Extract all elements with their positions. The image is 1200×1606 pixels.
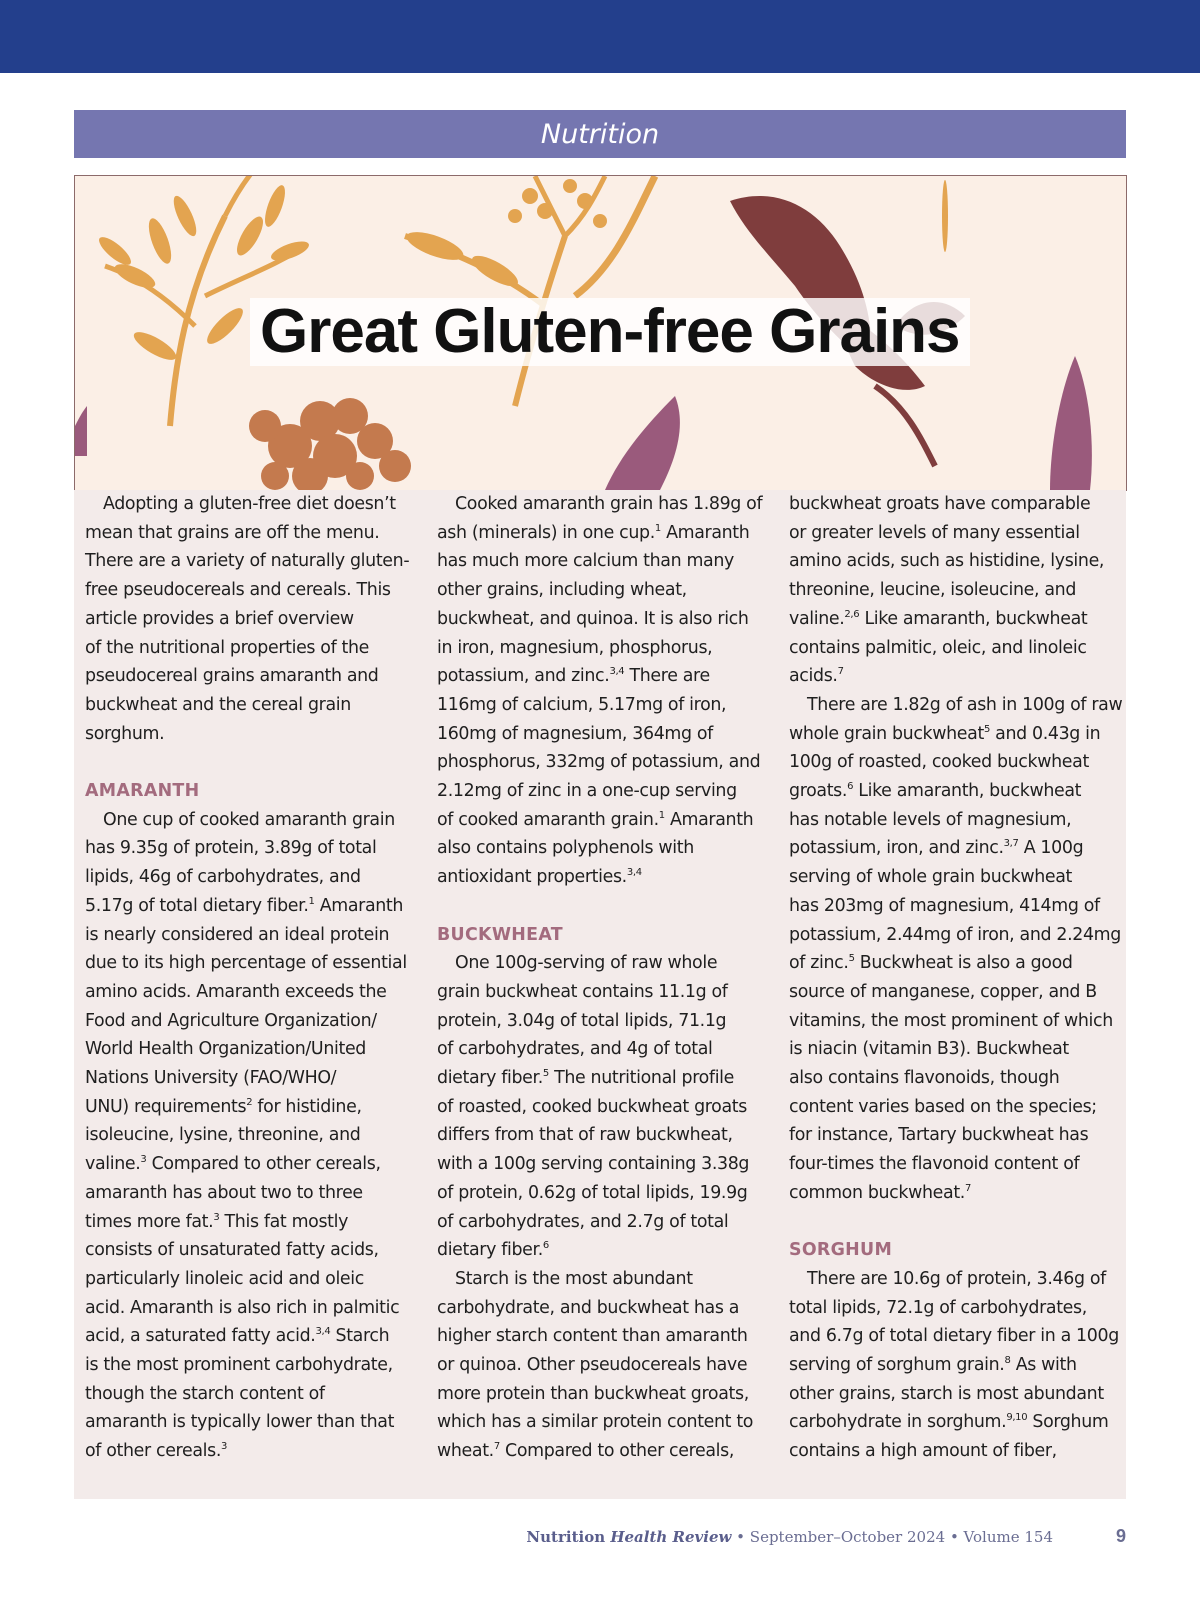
section-title: Nutrition (540, 118, 660, 150)
citation-superscript: 5 (983, 723, 990, 735)
text-line: antioxidant properties.$^{3,4}$ (437, 867, 642, 888)
paragraph (789, 490, 1119, 691)
citation-superscript: 2,6 (844, 608, 860, 620)
text-column-3 (789, 490, 1123, 1466)
text-line: though the starch content of (85, 1383, 325, 1404)
text-line: sorghum. (85, 723, 165, 744)
text-line: total lipids, 72.1g of carbohydrates, (789, 1297, 1087, 1318)
text-line: for instance, Tartary buckwheat has (789, 1125, 1089, 1146)
text-line: of roasted, cooked buckwheat groats (437, 1096, 747, 1117)
text-line: grain buckwheat contains 11.1g of (437, 981, 728, 1002)
text-line: source of manganese, copper, and B (789, 981, 1097, 1002)
hero-illustration (74, 175, 1127, 491)
text-line: mean that grains are off the menu. (85, 522, 380, 543)
paragraph (437, 490, 767, 892)
section-heading: BUCKWHEAT (437, 924, 563, 945)
text-line: pseudocereal grains amaranth and (85, 666, 379, 687)
text-line: which has a similar protein content to (437, 1412, 754, 1433)
article-body (74, 490, 1126, 1499)
citation-superscript: 7 (837, 666, 844, 678)
text-line: potassium, and zinc.$^{3,4}$ There are (437, 666, 710, 687)
text-line: buckwheat and the cereal grain (85, 694, 351, 715)
text-line: also contains flavonoids, though (789, 1068, 1060, 1089)
publication-name: Nutrition (526, 1528, 611, 1546)
text-line: has notable levels of magnesium, (789, 809, 1072, 830)
text-line: amino acids, such as histidine, lysine, (789, 551, 1105, 572)
article-title: Great Gluten-free Grains (250, 298, 970, 366)
text-line: also contains polyphenols with (437, 838, 694, 859)
citation-superscript: 3 (213, 1211, 220, 1223)
text-line: Food and Agriculture Organization/ (85, 1010, 377, 1031)
text-line: article provides a brief overview (85, 608, 354, 629)
paragraph (85, 806, 415, 1466)
text-line: acids.$^7$ (789, 666, 844, 687)
text-line: 5.17g of total dietary fiber.$^1$ Amaranth (85, 895, 404, 916)
text-line: is niacin (vitamin B3). Buckwheat (789, 1039, 1069, 1060)
text-line: free pseudocereals and cereals. This (85, 580, 391, 601)
text-line: has much more calcium than many (437, 551, 734, 572)
text-line: higher starch content than amaranth (437, 1326, 748, 1347)
top-color-bar (0, 0, 1200, 73)
text-line: carbohydrate in sorghum.$^{9,10}$ Sorghum (789, 1412, 1109, 1433)
citation-superscript: 8 (1004, 1355, 1011, 1367)
citation-superscript: 6 (847, 781, 854, 793)
citation-superscript: 3 (221, 1441, 228, 1453)
citation-superscript: 7 (964, 1182, 971, 1194)
text-line: 160mg of magnesium, 364mg of (437, 723, 713, 744)
text-line: buckwheat groats have comparable (789, 494, 1091, 514)
text-line: One cup of cooked amaranth grain (103, 809, 395, 830)
text-line: of other cereals.$^3$ (85, 1441, 228, 1462)
text-line: isoleucine, lysine, threonine, and (85, 1125, 361, 1146)
text-line: of protein, 0.62g of total lipids, 19.9g (437, 1182, 748, 1203)
citation-superscript: 6 (542, 1240, 549, 1252)
text-line: dietary fiber.$^5$ The nutritional profile (437, 1068, 735, 1089)
paragraph (789, 1265, 1119, 1466)
text-line: 116mg of calcium, 5.17mg of iron, (437, 694, 727, 715)
text-line: has 203mg of magnesium, 414mg of (789, 895, 1100, 916)
paragraph (437, 949, 767, 1265)
citation-superscript: 3,4 (609, 666, 625, 678)
text-line: potassium, iron, and zinc.$^{3,7}$ A 100g (789, 838, 1084, 859)
paragraph-gap (85, 748, 415, 777)
text-line: contains a high amount of fiber, (789, 1441, 1057, 1462)
citation-superscript: 7 (493, 1441, 500, 1453)
citation-superscript: 3 (140, 1154, 147, 1166)
page-number: 9 (1116, 1526, 1127, 1546)
footer-citation (526, 1528, 1053, 1546)
text-line: or quinoa. Other pseudocereals have (437, 1355, 748, 1376)
text-line: of carbohydrates, and 4g of total (437, 1039, 713, 1060)
text-line: of zinc.$^5$ Buckwheat is also a good (789, 953, 1073, 974)
text-line: Adopting a gluten-free diet doesn’t (103, 494, 396, 514)
text-line: consists of unsaturated fatty acids, (85, 1240, 379, 1261)
citation-superscript: 9,10 (1006, 1412, 1028, 1424)
text-line: There are 10.6g of protein, 3.46g of (807, 1268, 1106, 1289)
paragraph (789, 691, 1123, 1208)
citation-superscript: 2 (246, 1096, 253, 1108)
text-line: due to its high percentage of essential (85, 953, 407, 974)
text-line: of cooked amaranth grain.$^1$ Amaranth (437, 809, 754, 830)
text-line: differs from that of raw buckwheat, (437, 1125, 733, 1146)
text-line: amaranth is typically lower than that (85, 1412, 395, 1433)
text-line: protein, 3.04g of total lipids, 71.1g (437, 1010, 727, 1031)
citation-superscript: 3,4 (626, 867, 642, 879)
section-heading: SORGHUM (789, 1240, 893, 1261)
text-line: and 6.7g of total dietary fiber in a 100g (789, 1326, 1119, 1347)
text-line: groats.$^6$ Like amaranth, buckwheat (789, 781, 1082, 802)
text-line: serving of whole grain buckwheat (789, 867, 1072, 888)
page-footer (0, 1528, 1200, 1552)
text-line: content varies based on the species; (789, 1096, 1097, 1117)
paragraph (437, 1265, 767, 1466)
text-line: other grains, starch is most abundant (789, 1383, 1104, 1404)
text-line: particularly linoleic acid and oleic (85, 1268, 364, 1289)
text-line: ash (minerals) in one cup.$^1$ Amaranth (437, 522, 750, 543)
text-line: has 9.35g of protein, 3.89g of total (85, 838, 377, 859)
section-heading: AMARANTH (85, 781, 200, 802)
text-line: wheat.$^7$ Compared to other cereals, (437, 1441, 735, 1462)
text-line: buckwheat, and quinoa. It is also rich (437, 608, 749, 629)
text-line: is the most prominent carbohydrate, (85, 1355, 393, 1376)
paragraph-gap (437, 892, 767, 921)
text-line: valine.$^{2,6}$ Like amaranth, buckwheat (789, 608, 1088, 629)
text-line: acid. Amaranth is also rich in palmitic (85, 1297, 400, 1318)
text-line: Cooked amaranth grain has 1.89g of (455, 494, 763, 514)
text-column-1 (85, 490, 415, 1466)
text-line: amaranth has about two to three (85, 1182, 363, 1203)
section-banner (74, 110, 1126, 158)
text-line: vitamins, the most prominent of which (789, 1010, 1113, 1031)
text-line: serving of sorghum grain.$^8$ As with (789, 1355, 1077, 1376)
text-line: 2.12mg of zinc in a one-cup serving (437, 781, 737, 802)
text-line: There are a variety of naturally gluten- (85, 551, 410, 572)
text-line: more protein than buckwheat groats, (437, 1383, 749, 1404)
text-line: Nations University (FAO/WHO/ (85, 1068, 337, 1089)
issue-info: • September–October 2024 • Volume 154 (731, 1528, 1053, 1546)
text-line: UNU) requirements$^2$ for histidine, (85, 1096, 362, 1117)
text-line: common buckwheat.$^7$ (789, 1182, 971, 1203)
text-line: 100g of roasted, cooked buckwheat (789, 752, 1089, 773)
citation-superscript: 5 (848, 953, 855, 965)
citation-superscript: 5 (542, 1068, 549, 1080)
text-line: other grains, including wheat, (437, 580, 687, 601)
text-line: threonine, leucine, isoleucine, and (789, 580, 1077, 601)
text-line: phosphorus, 332mg of potassium, and (437, 752, 761, 773)
citation-superscript: 1 (308, 895, 315, 907)
paragraph (85, 490, 415, 748)
text-line: with a 100g serving containing 3.38g (437, 1154, 750, 1175)
text-line: whole grain buckwheat$^5$ and 0.43g in (789, 723, 1101, 744)
citation-superscript: 1 (654, 522, 661, 534)
paragraph-gap (789, 1208, 1119, 1237)
text-line: of the nutritional properties of the (85, 637, 370, 658)
text-line: in iron, magnesium, phosphorus, (437, 637, 713, 658)
text-line: contains palmitic, oleic, and linoleic (789, 637, 1087, 658)
text-line: acid, a saturated fatty acid.$^{3,4}$ Starch (85, 1326, 390, 1347)
text-line: carbohydrate, and buckwheat has a (437, 1297, 740, 1318)
text-line: World Health Organization/United (85, 1039, 366, 1060)
text-line: lipids, 46g of carbohydrates, and (85, 867, 361, 888)
text-line: of carbohydrates, and 2.7g of total (437, 1211, 729, 1232)
citation-superscript: 1 (658, 809, 665, 821)
citation-superscript: 3,7 (1003, 838, 1019, 850)
text-line: four-times the flavonoid content of (789, 1154, 1080, 1175)
text-line: valine.$^3$ Compared to other cereals, (85, 1154, 381, 1175)
text-line: times more fat.$^3$ This fat mostly (85, 1211, 349, 1232)
text-line: Starch is the most abundant (455, 1268, 693, 1289)
text-line: There are 1.82g of ash in 100g of raw (807, 694, 1123, 715)
text-line: is nearly considered an ideal protein (85, 924, 390, 945)
citation-superscript: 3,4 (315, 1326, 331, 1338)
text-line: dietary fiber.$^6$ (437, 1240, 549, 1261)
text-line: amino acids. Amaranth exceeds the (85, 981, 387, 1002)
publication-name-italic: Health Review (610, 1528, 732, 1546)
text-column-2 (437, 490, 767, 1466)
text-line: or greater levels of many essential (789, 522, 1080, 543)
text-line: One 100g-serving of raw whole (455, 953, 718, 974)
text-line: potassium, 2.44mg of iron, and 2.24mg (789, 924, 1121, 945)
